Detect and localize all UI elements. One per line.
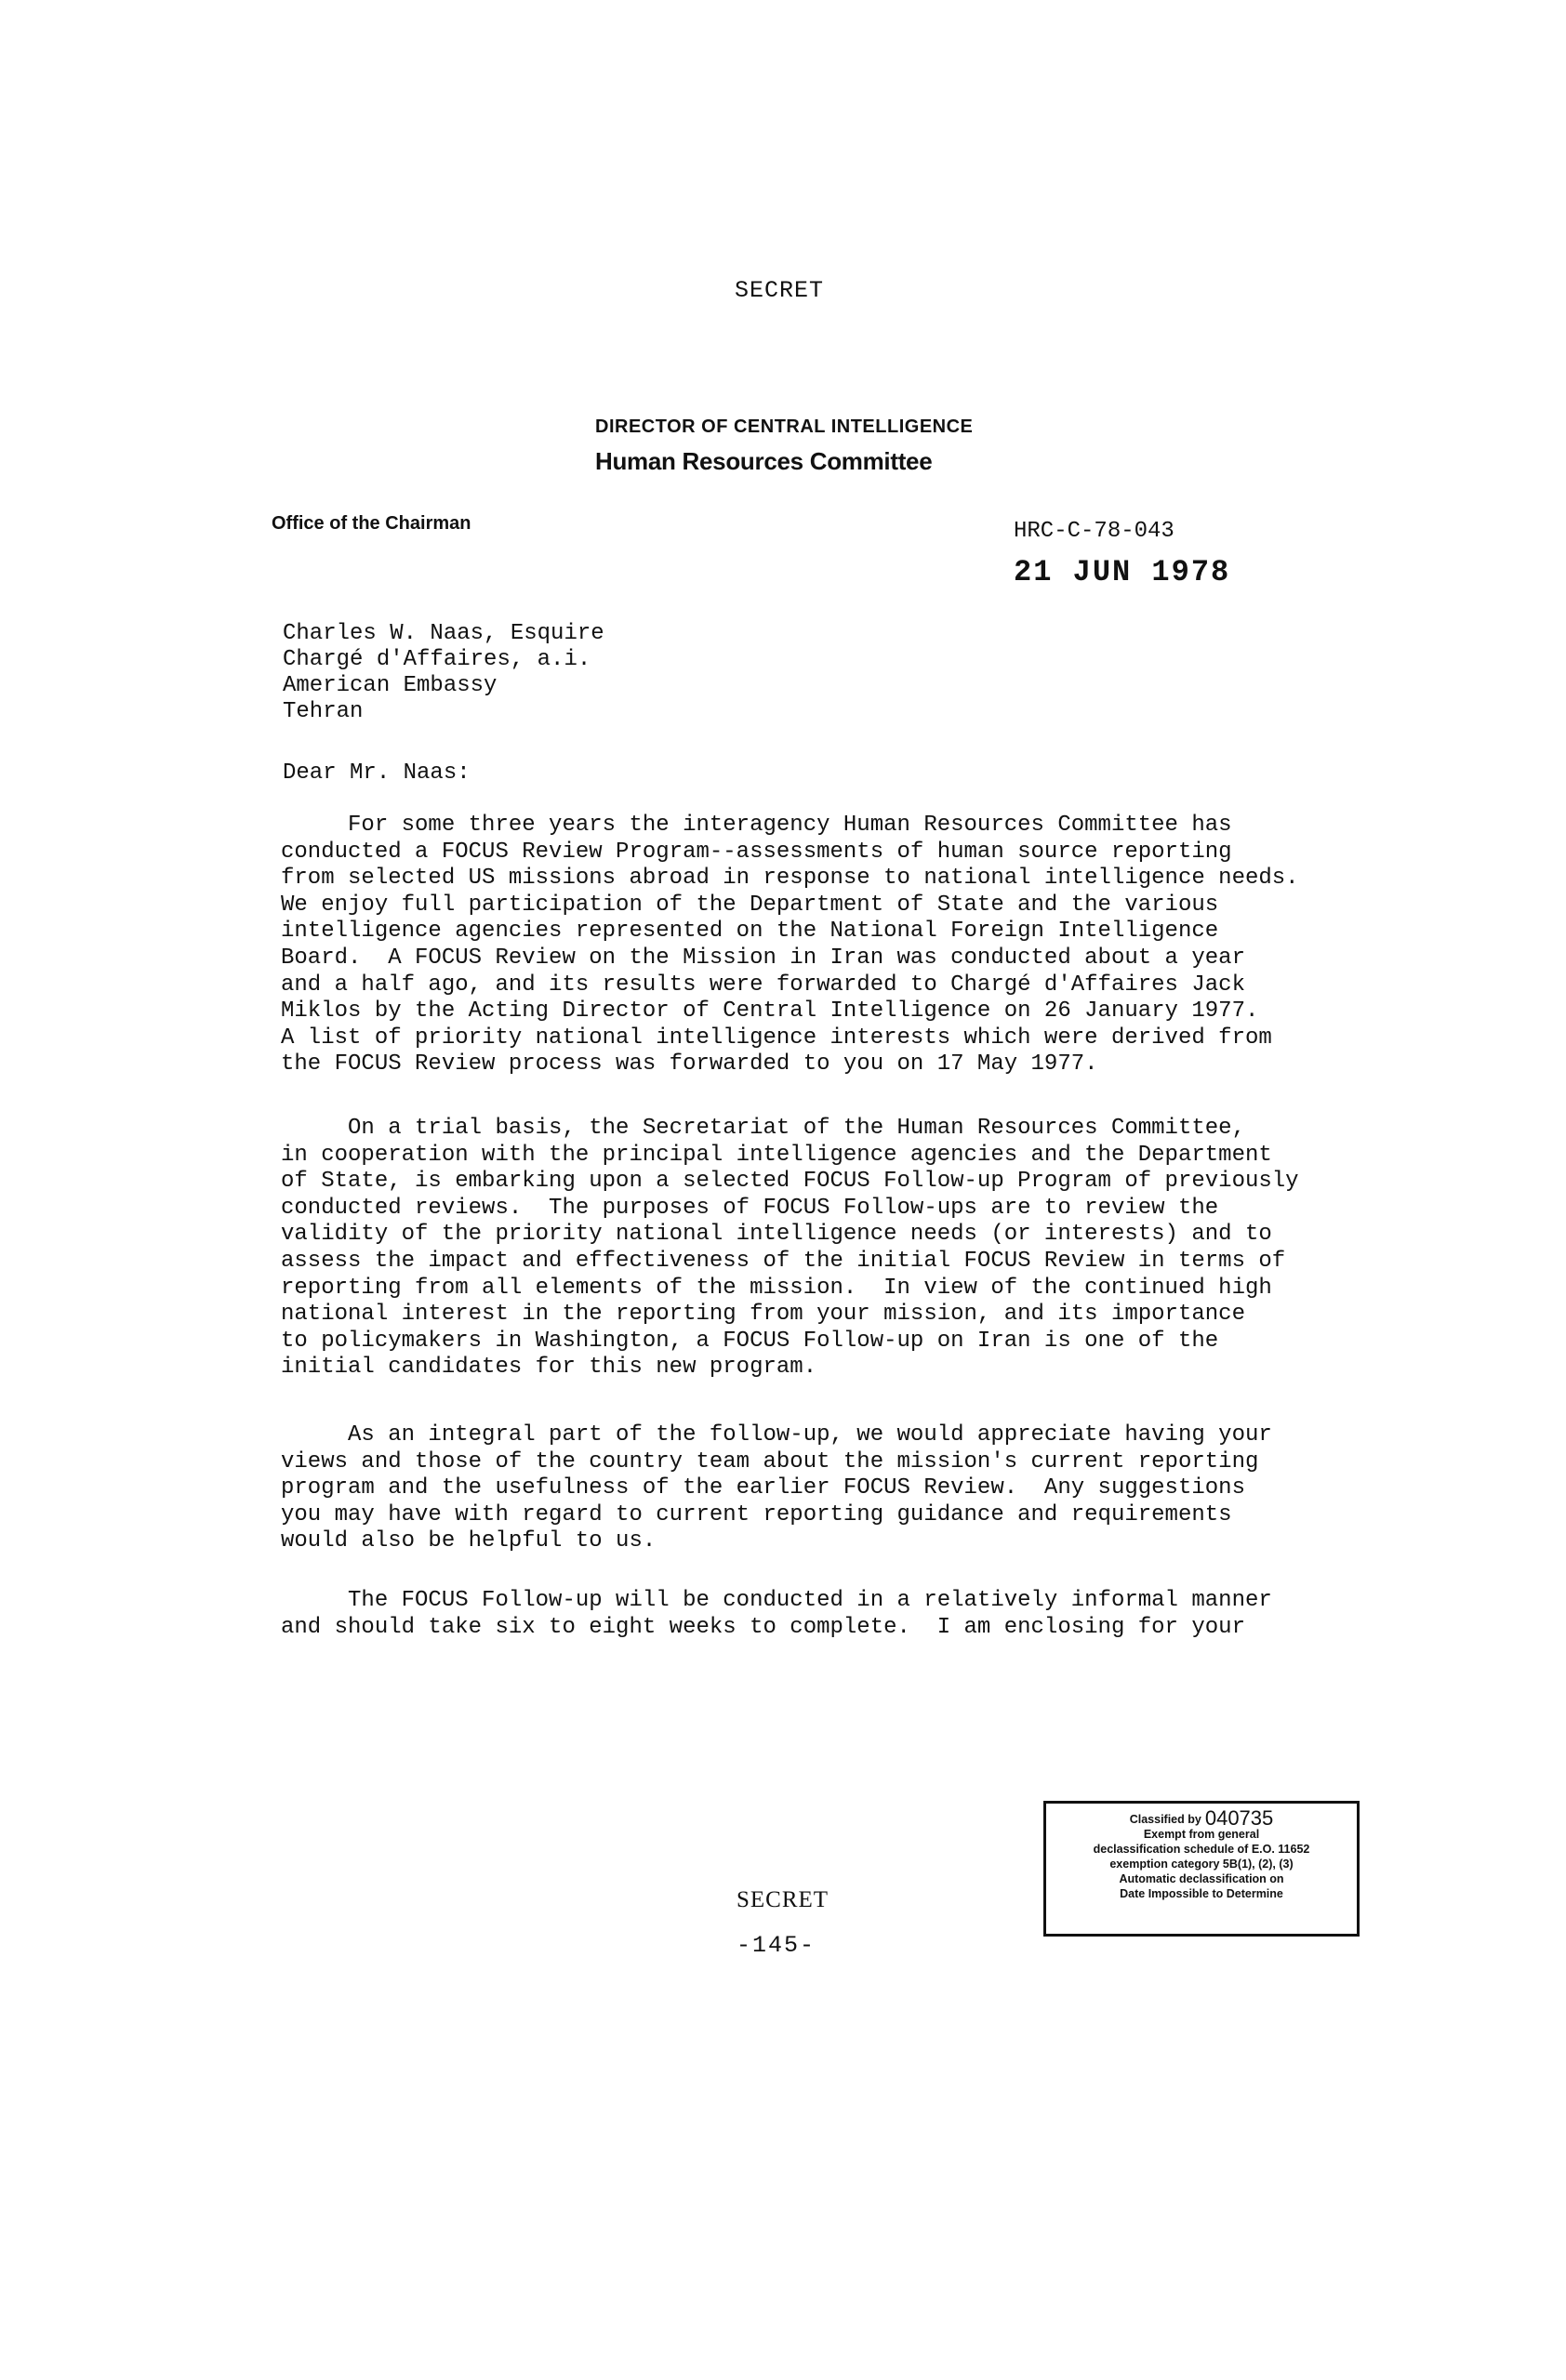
- stamp-line: Date Impossible to Determine: [1120, 1887, 1283, 1900]
- salutation: Dear Mr. Naas:: [283, 760, 471, 786]
- agency-name: DIRECTOR OF CENTRAL INTELLIGENCE: [595, 416, 974, 437]
- address-line: Chargé d'Affaires, a.i.: [283, 647, 591, 672]
- classified-by-label: Classified by: [1129, 1813, 1201, 1826]
- top-classification-marking: SECRET: [735, 277, 825, 304]
- committee-name: Human Resources Committee: [595, 447, 933, 475]
- text-line: conducted a FOCUS Review Program--assessments of human source reporting: [281, 839, 1232, 865]
- body-paragraph-2: [281, 1116, 1332, 1382]
- text-line: views and those of the country team about the mission's current reporting: [281, 1448, 1259, 1474]
- reference-block: [1014, 519, 1230, 589]
- text-line: As an integral part of the follow-up, we would appreciate having your: [281, 1422, 1272, 1448]
- text-line: from selected US missions abroad in response to national intelligence needs.: [281, 866, 1299, 892]
- text-line: validity of the priority national intelligence needs (or interests) and to: [281, 1222, 1272, 1248]
- bottom-classification-marking: SECRET: [737, 1887, 829, 1912]
- text-line: For some three years the interagency Human Resources Committee has: [281, 813, 1232, 838]
- text-line: and should take six to eight weeks to complete. I am enclosing for your: [281, 1614, 1245, 1640]
- text-line: would also be helpful to us.: [281, 1528, 657, 1554]
- letterhead: [595, 416, 986, 476]
- text-line: of State, is embarking upon a selected FOCUS Follow-up Program of previously: [281, 1169, 1299, 1195]
- page-number: -145-: [737, 1932, 816, 1959]
- text-line: program and the usefulness of the earlier FOCUS Review. Any suggestions: [281, 1475, 1245, 1501]
- body-paragraph-3: [281, 1422, 1332, 1555]
- text-line: the FOCUS Review process was forwarded to you on 17 May 1977.: [281, 1051, 1098, 1078]
- reference-number: HRC-C-78-043: [1014, 519, 1174, 544]
- body-paragraph-1: [281, 813, 1332, 1078]
- text-line: On a trial basis, the Secretariat of the Human Resources Committee,: [281, 1116, 1245, 1141]
- body-paragraph-4: [281, 1588, 1332, 1641]
- text-line: Miklos by the Acting Director of Central Intelligence on 26 January 1977.: [281, 998, 1259, 1025]
- text-line: reporting from all elements of the mission. In view of the continued high: [281, 1275, 1272, 1301]
- text-line: and a half ago, and its results were forwarded to Chargé d'Affaires Jack: [281, 972, 1245, 998]
- classified-by-row: [1046, 1806, 1357, 1830]
- classification-stamp-box: [1043, 1801, 1360, 1937]
- text-line: Board. A FOCUS Review on the Mission in Iran was conducted about a year: [281, 945, 1245, 971]
- text-line: to policymakers in Washington, a FOCUS Follow-up on Iran is one of the: [281, 1328, 1219, 1354]
- date-stamp: 21 JUN 1978: [1014, 555, 1231, 589]
- text-line: intelligence agencies represented on the National Foreign Intelligence: [281, 919, 1219, 945]
- text-line: The FOCUS Follow-up will be conducted in a relatively informal manner: [281, 1588, 1272, 1613]
- stamp-line: declassification schedule of E.O. 11652: [1093, 1843, 1310, 1856]
- text-line: We enjoy full participation of the Department of State and the various: [281, 892, 1219, 918]
- stamp-line: Automatic declassification on: [1119, 1872, 1284, 1885]
- text-line: initial candidates for this new program.: [281, 1355, 817, 1381]
- address-line: American Embassy: [283, 673, 498, 698]
- address-line: Charles W. Naas, Esquire: [283, 621, 604, 646]
- text-line: you may have with regard to current reporting guidance and requirements: [281, 1501, 1232, 1527]
- office-line: Office of the Chairman: [272, 513, 471, 534]
- address-block: [283, 621, 604, 725]
- text-line: assess the impact and effectiveness of the initial FOCUS Review in terms of: [281, 1248, 1286, 1274]
- text-line: in cooperation with the principal intelligence agencies and the Department: [281, 1142, 1272, 1168]
- text-line: conducted reviews. The purposes of FOCUS Follow-ups are to review the: [281, 1195, 1219, 1221]
- text-line: national interest in the reporting from your mission, and its importance: [281, 1302, 1245, 1328]
- classified-by-number: 040735: [1204, 1806, 1274, 1830]
- text-line: A list of priority national intelligence interests which were derived from: [281, 1025, 1272, 1051]
- stamp-line: Exempt from general: [1143, 1828, 1260, 1841]
- address-line: Tehran: [283, 699, 364, 724]
- stamp-line: exemption category 5B(1), (2), (3): [1109, 1858, 1294, 1871]
